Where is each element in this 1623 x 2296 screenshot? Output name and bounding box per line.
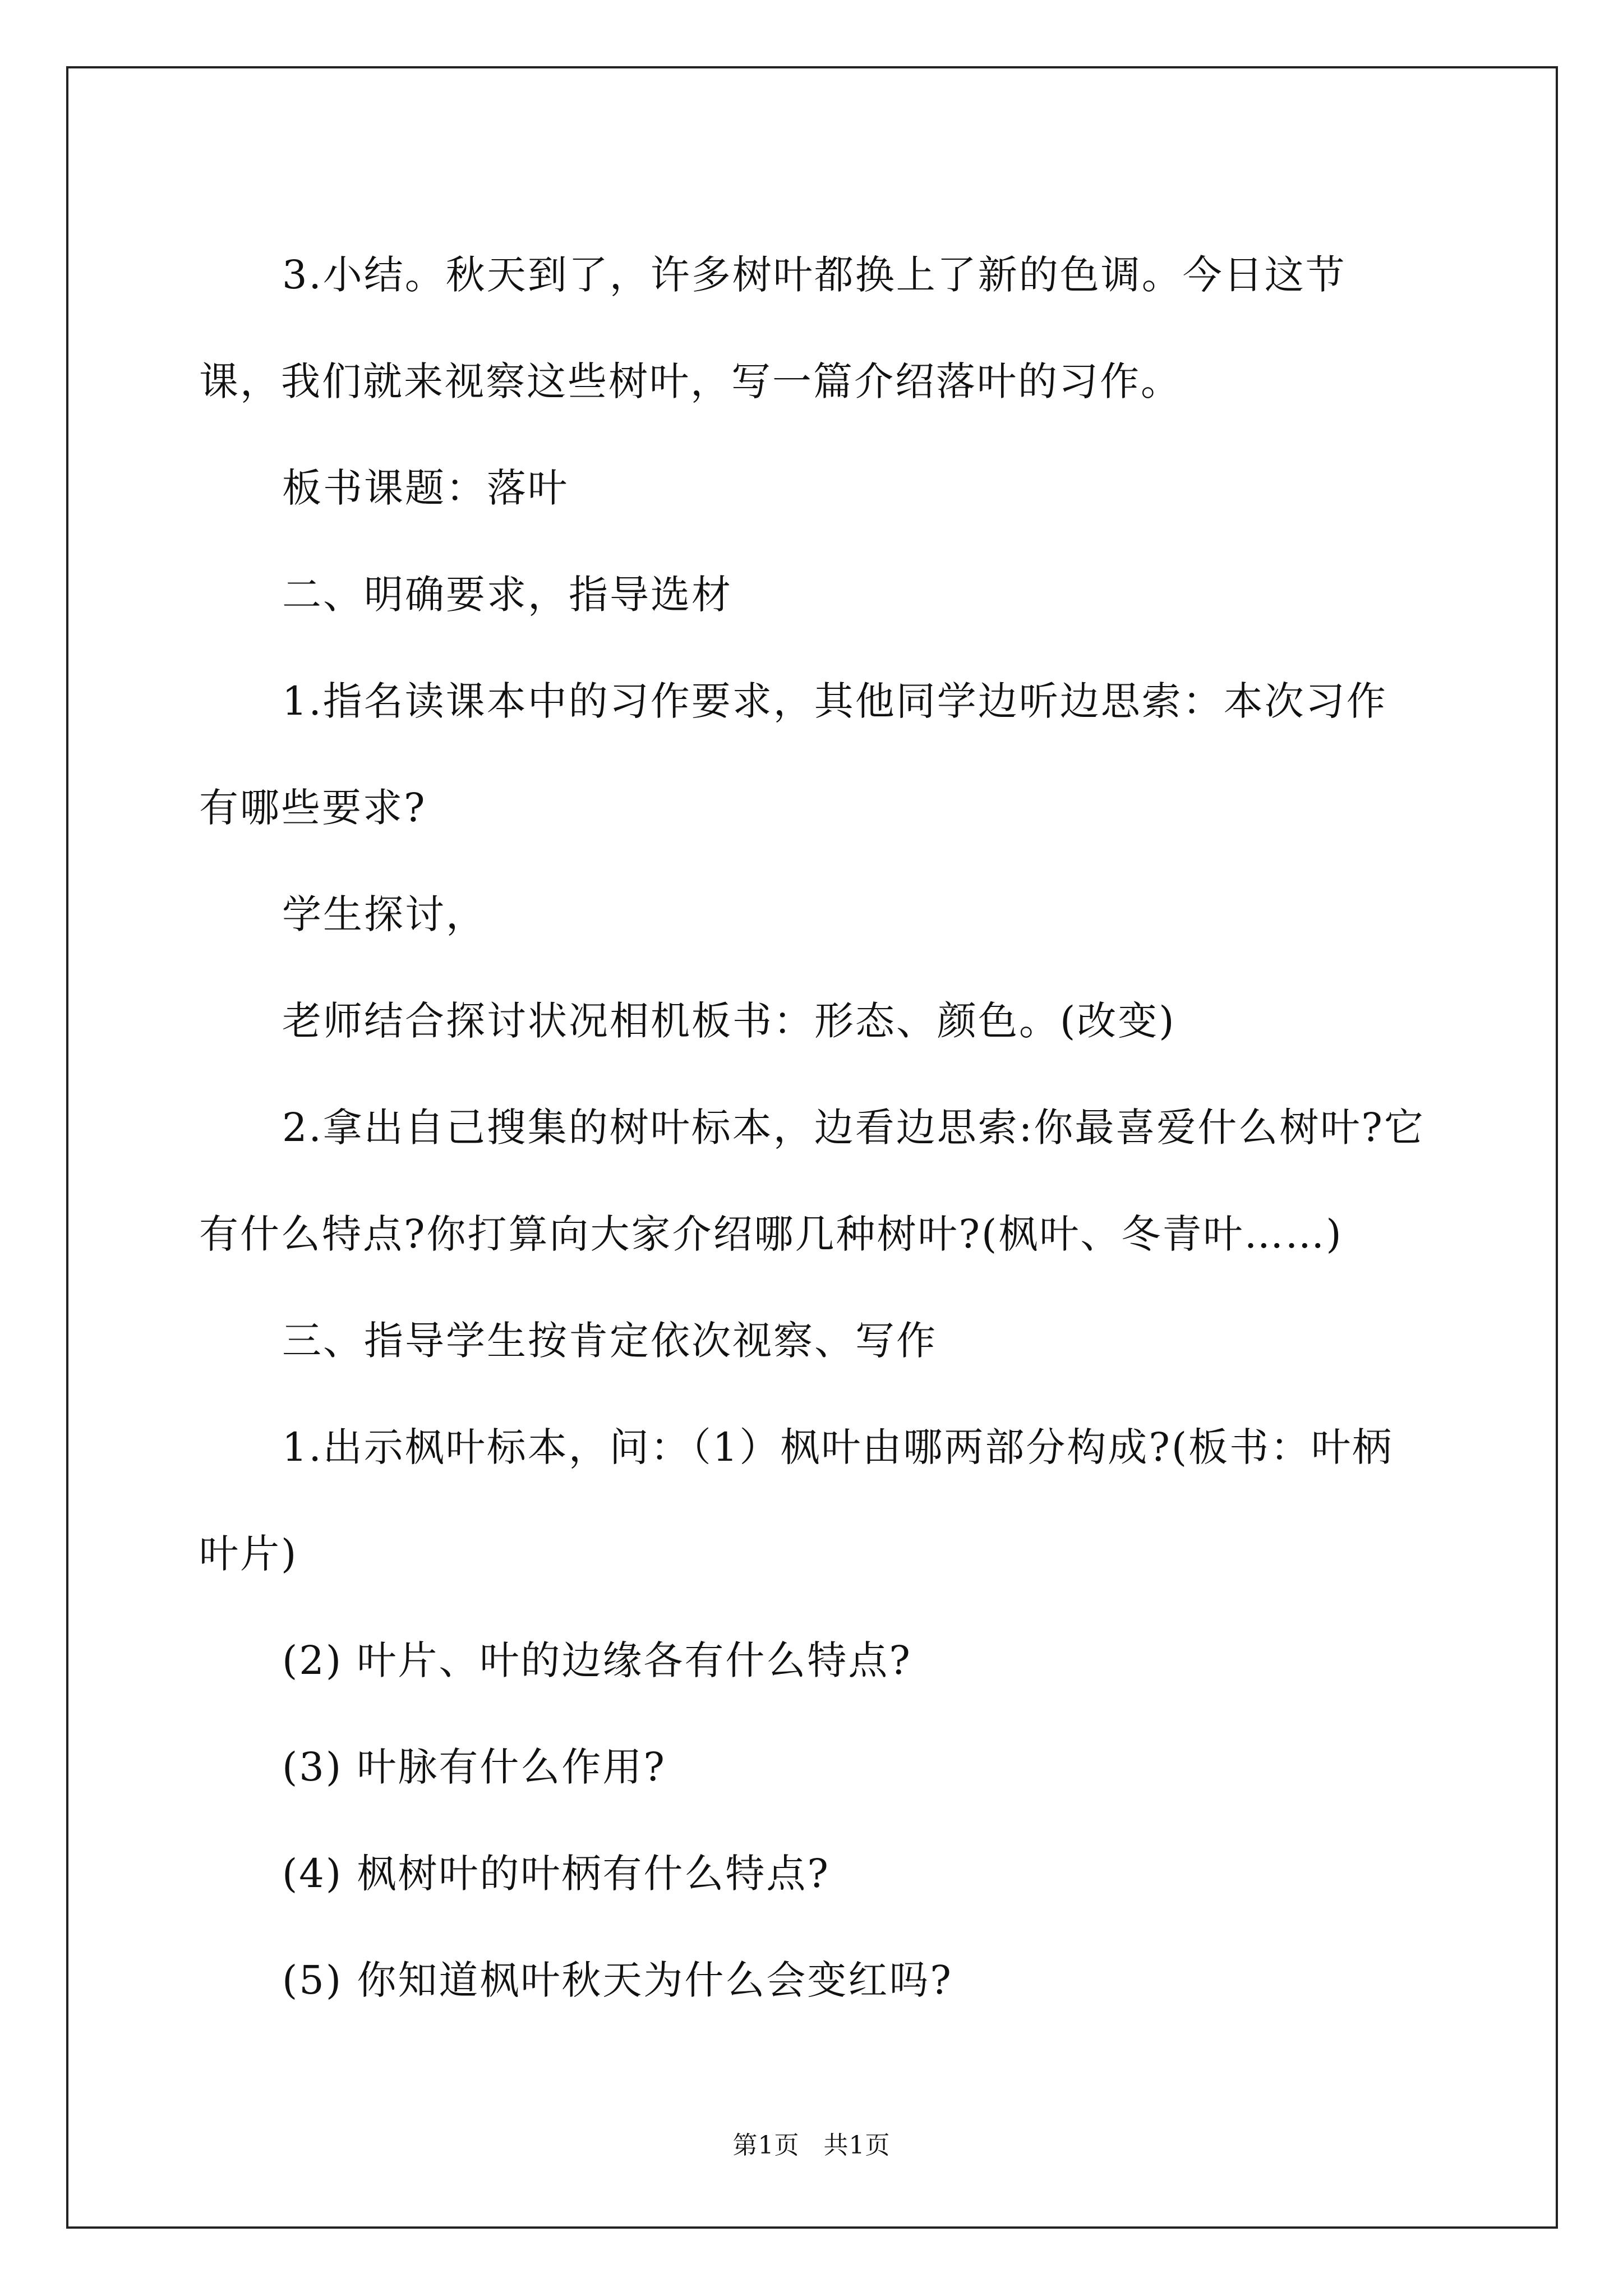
paragraph-maple-specimen: 1.出示枫叶标本，问：（1）枫叶由哪两部分构成?(板书：叶柄叶片) [199,1424,1394,1577]
paragraph-board-title: 板书课题：落叶 [282,465,569,511]
question-item-5: (5) 你知道枫叶秋天为什么会变红吗? [282,1957,953,2003]
current-page-label: 第1页 [732,2131,800,2160]
total-pages-label: 共1页 [823,2131,891,2160]
section-heading-requirements: 二、明确要求，指导选材 [282,572,732,618]
document-body [199,222,1427,2033]
paragraph-leaf-specimens: 2.拿出自己搜集的树叶标本，边看边思索:你最喜爱什么树叶?它有什么特点?你打算向大家介绍哪几种树叶?(枫叶、冬青叶……) [199,1105,1425,1257]
paragraph-student-discussion: 学生探讨， [282,891,487,937]
paragraph-summary: 3.小结。秋天到了，许多树叶都换上了新的色调。今日这节课，我们就来视察这些树叶，写一篇介绍落叶的习作。 [199,252,1347,404]
question-item-3: (3) 叶脉有什么作用? [282,1744,666,1790]
paragraph-read-requirements: 1.指名读课本中的习作要求，其他同学边听边思索：本次习作有哪些要求? [199,678,1387,831]
paragraph-teacher-board: 老师结合探讨状况相机板书：形态、颜色。(改变) [282,998,1176,1044]
question-item-2: (2) 叶片、叶的边缘各有什么特点? [282,1637,912,1683]
question-item-4: (4) 枫树叶的叶柄有什么特点? [282,1851,830,1897]
section-heading-observation: 三、指导学生按肯定依次视察、写作 [282,1318,937,1364]
page-footer [0,2129,1623,2162]
